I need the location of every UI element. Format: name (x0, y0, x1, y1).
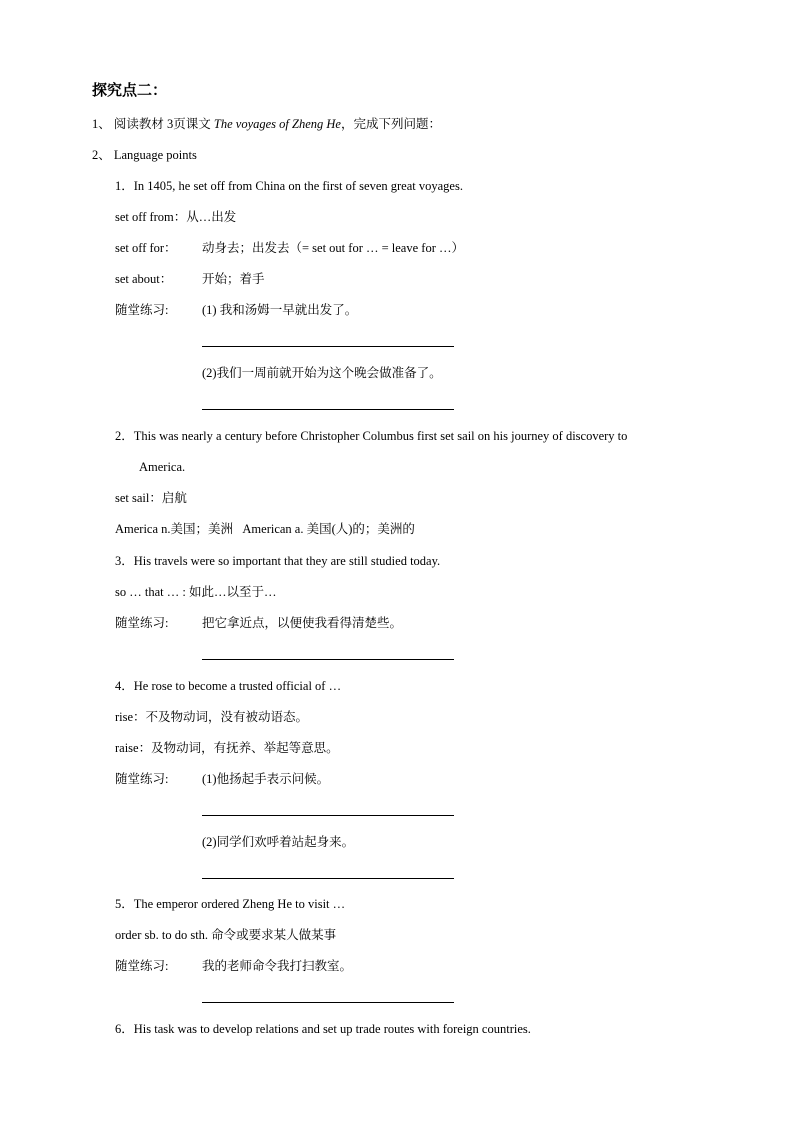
point-4-exercise-1: (1)他扬起手表示问候。 (202, 772, 330, 786)
answer-blank[interactable] (202, 409, 454, 410)
answer-blank[interactable] (202, 346, 454, 347)
point-2-sentence-line-2: America. (139, 460, 186, 474)
item-1 (92, 116, 441, 132)
point-2-def-2: America n.美国；美洲 American a. 美国(人)的；美洲的 (115, 522, 415, 536)
point-4-def-2: raise：及物动词，有抚养、举起等意思。 (115, 741, 339, 755)
practice-label: 随堂练习: (115, 303, 169, 317)
item-1-suffix: ，完成下列问题： (340, 117, 441, 131)
point-1-def-3-text: 开始；着手 (202, 272, 265, 286)
point-3-sentence: 3．His travels were so important that they are still studied today. (115, 554, 441, 568)
point-1-def-2-text: 动身去；出发去（= set out for … = leave for …） (202, 241, 464, 255)
item-2: 2、 Language points (92, 148, 197, 162)
point-1-exercise-2: (2)我们一周前就开始为这个晚会做准备了。 (202, 366, 442, 380)
point-3-practice (115, 615, 402, 631)
point-5-exercise-1: 我的老师命令我打扫教室。 (202, 959, 353, 973)
point-4-sentence: 4．He rose to become a trusted official of … (115, 679, 342, 693)
practice-label: 随堂练习: (115, 772, 169, 786)
point-5-sentence: 5．The emperor ordered Zheng He to visit … (115, 897, 346, 911)
answer-blank[interactable] (202, 815, 454, 816)
point-5-practice (115, 958, 352, 974)
point-3-def-1: so … that … : 如此…以至于… (115, 585, 277, 599)
point-6-sentence: 6．His task was to develop relations and set up trade routes with foreign countries. (115, 1022, 531, 1036)
point-1-def-1: set off from：从…出发 (115, 210, 237, 224)
point-3-exercise-1: 把它拿近点，以便使我看得清楚些。 (202, 616, 403, 630)
point-1-def-2 (115, 240, 464, 256)
point-5-def-1: order sb. to do sth. 命令或要求某人做某事 (115, 928, 337, 942)
answer-blank[interactable] (202, 878, 454, 879)
section-heading: 探究点二： (92, 81, 168, 99)
point-2-sentence-line-1: 2．This was nearly a century before Christopher Columbus first set sail on his journey of discovery to (115, 429, 628, 443)
point-4-def-1: rise：不及物动词，没有被动语态。 (115, 710, 309, 724)
item-1-prefix: 1、 阅读教材 3页课文 (92, 117, 214, 131)
point-4-practice (115, 771, 329, 787)
point-2-def-1: set sail：启航 (115, 491, 187, 505)
item-1-title: The voyages of Zheng He (213, 117, 341, 131)
point-1-exercise-1: (1) 我和汤姆一早就出发了。 (202, 303, 358, 317)
point-1-practice (115, 302, 357, 318)
point-1-def-2-term: set off for： (115, 241, 177, 255)
point-4-exercise-2: (2)同学们欢呼着站起身来。 (202, 835, 355, 849)
point-1-def-3-term: set about： (115, 272, 173, 286)
point-1-sentence: 1．In 1405, he set off from China on the first of seven great voyages. (115, 179, 463, 193)
answer-blank[interactable] (202, 1002, 454, 1003)
practice-label: 随堂练习: (115, 616, 169, 630)
practice-label: 随堂练习: (115, 959, 169, 973)
answer-blank[interactable] (202, 659, 454, 660)
point-1-def-3 (115, 271, 265, 287)
